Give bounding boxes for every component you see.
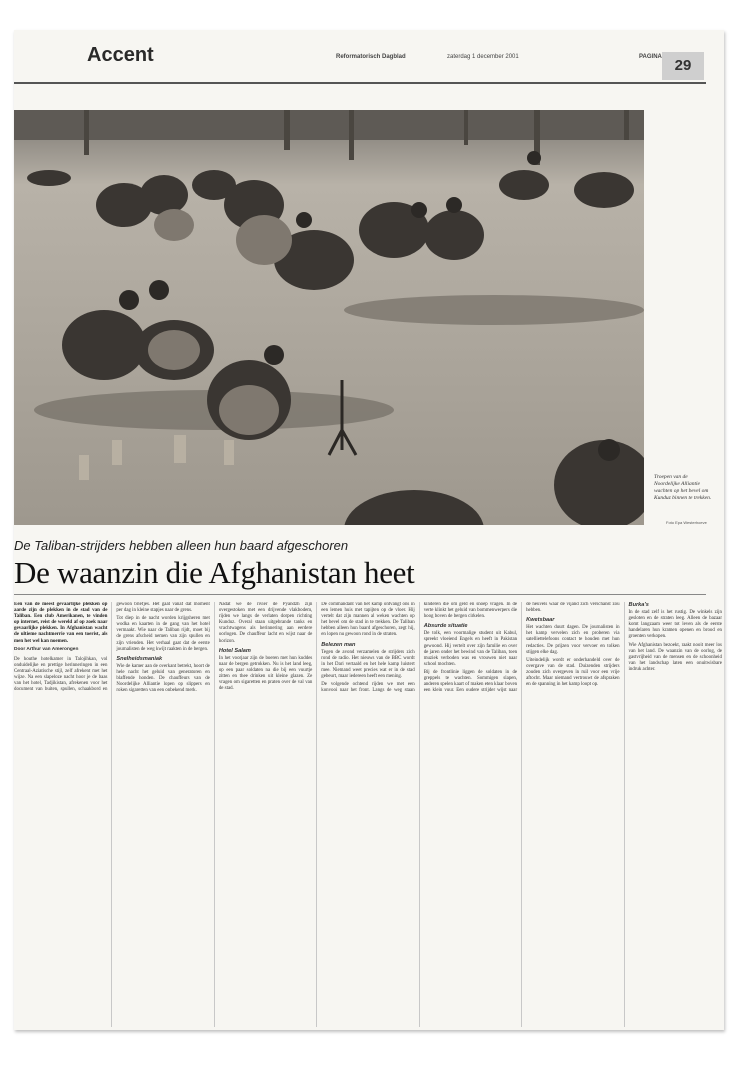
paragraph: Tot diep in de nacht worden krijgsheren met wodka en kaarten in de gang van het hotel vermaakt. Wie naar de Taliban rijdt, moet bij de grens afscheid nemen van zijn spullen en zijn vrienden. Het verhaal gaat dat de eerste journalisten de weg kwijt raakten in de bergen.	[116, 616, 210, 652]
subhead: Kwetsbaar	[526, 617, 555, 624]
paragraph: Wie de kamer aan de overkant betrekt, hoort de hele nacht het geluid van generatoren en blaffende honden. De chauffeurs van de Noordelijke Alliantie lopen op slippers en roken sigaretten van een onbekend merk.	[116, 663, 210, 694]
article-headline: De waanzin die Afghanistan heet	[14, 555, 415, 590]
subhead: Burka's	[628, 602, 649, 608]
header-rule	[14, 82, 706, 84]
page-label: PAGINA	[639, 54, 662, 60]
article-byline: Door Arthur van Amerongen	[14, 646, 79, 652]
paragraph: Uiteindelijk wordt er onderhandeld over de overgave van de stad. Duizenden strijders zouden zich overgeven in ruil voor een vrije aftocht. Maar niemand vertrouwt de afspraken en de spanning in het kamp loopt op.	[526, 657, 620, 688]
dateline: zaterdag 1 december 2001	[447, 54, 519, 60]
paragraph: Tegen de avond verzamelen de strijders zich rond de radio. Het nieuws van de BBC wordt in het Dari vertaald en het hele kamp luistert mee. Niemand weet precies wat er in de stad gebeurt, maar iedereen heeft een mening.	[321, 649, 415, 680]
newspaper-page	[14, 30, 724, 1030]
paragraph: De houthe hotelkamer in Talojihkan, vol onduidelijke en prettige herinneringen in een Centraal-Aziatische stijl, zelf afrekent met het wijze. Na een slapeloze nacht hoor je de baas van het hotel, Tadjikistan, afrekenen voor het document van buiten, spullen, schaakbord en gewoon briefjes. Het gaat vanaf dat moment per dag in kleine stapjes naar de grens.	[14, 602, 210, 693]
paragraph: De commandant van het kamp ontvangt ons in een lemen huis met tapijten op de vloer. Hij vertelt dat zijn mannen al weken wachten op het bevel om de stad in te trekken. De Taliban hebben alleen hun baard afgeschoren, zegt hij, en lopen nu gewoon rond in de straten.	[321, 602, 415, 638]
paragraph: De tolk, een voormalige student uit Kabul, spreekt vloeiend Engels en heeft in Pakistan gewoond. Hij vertelt over zijn familie en over de jaren onder het bewind van de Taliban, toen muziek verboden was en vrouwen niet naar school mochten.	[423, 631, 518, 667]
article-photo	[14, 110, 644, 525]
article-intro: Een van de meest gevaarlijke plekken op aarde zijn de plekken in de stad van de Taliban. Een club Amerikanen, te vinden op internet, reist de wereld af op zoek naar gevaarlijke plekken. In Afghanistan wacht de ultieme nachtmerrie van een toerist, als men het wel kan noemen.	[14, 602, 108, 644]
article-body	[14, 602, 722, 1027]
subhead: Hotel Salam	[218, 647, 251, 654]
paragraph: In de stad zelf is het rustig. De winkels zijn gesloten en de straten leeg. Alleen de bazaar komt langzaam weer tot leven als de eerste handelaren hun kramen openen en brood en groenten verkopen.	[628, 610, 722, 640]
subhead: Snelheidsmaniak	[116, 655, 163, 662]
paragraph: Wie Afghanistan bezoekt, raakt nooit meer los van het land. De waanzin van de oorlog, de gastvrijheid van de mensen en de schoonheid van het landschap laten een onuitwisbare indruk achter.	[628, 642, 722, 672]
masthead: Reformatorisch Dagblad	[336, 54, 406, 60]
photo-caption: Troepen van de Noordelijke Alliantie wachten op het bevel om Kunduz binnen te trekken.	[654, 474, 712, 501]
subhead: Belezen man	[321, 641, 356, 648]
article-kicker: De Taliban-strijders hebben alleen hun baard afgeschoren	[14, 538, 349, 553]
photo-credit: Foto Epa Westerhoeve	[666, 520, 707, 525]
paragraph: Het wachten duurt dagen. De journalisten in het kamp vervelen zich en proberen via satelliettelefoons contact te houden met hun redacties. De prijzen voor vervoer en tolken stijgen elke dag.	[526, 625, 620, 655]
headline-rule	[14, 594, 706, 595]
paragraph: De volgende ochtend rijden we met een konvooi naar het front. Langs de weg staan kinderen die om geld en snoep vragen. In de verte klinkt het geluid van bommenwerpers die hoog boven de bergen cirkelen.	[321, 602, 518, 694]
paragraph: Nadat we de rivier de Pyandzh zijn overgestoken met een drijvende vlakbodem, rijden we langs de verlaten dorpen richting Kunduz. Overal staan uitgebrande tanks en vrachtwagens als herinnering aan eerdere oorlogen. De chauffeur lacht en wijst naar de horizon.	[218, 602, 313, 644]
section-title: Accent	[87, 44, 154, 66]
paragraph: Bij de frontlinie liggen de soldaten in de greppels te wachten. Sommigen slapen, anderen spelen kaart of maken eten klaar boven een klein vuur. Een oudere strijder wijst naar de heuvels waar de vijand zich verschanst zou hebben.	[423, 602, 620, 694]
subhead: Absurde situatie	[423, 623, 468, 630]
paragraph: In het voorjaar zijn de boeren met hun kuddes naar de bergen getrokken. Nu is het land leeg, op een paar soldaten na die bij een vuurtje zitten en thee drinken uit kleine glazen. Ze vragen om sigaretten en praten over de val van de stad.	[218, 655, 313, 692]
page-number: 29	[662, 52, 704, 80]
